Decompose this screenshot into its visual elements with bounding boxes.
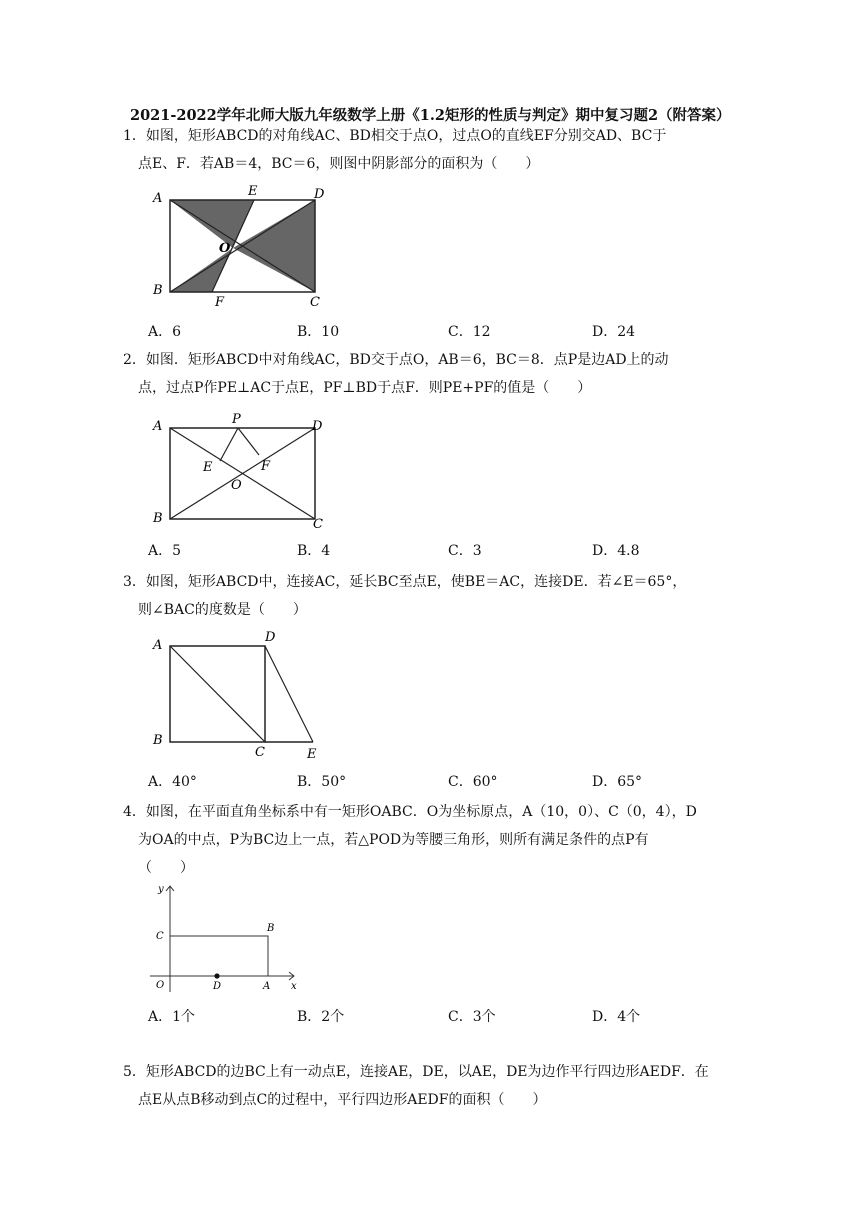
question-1-line-1: 1．如图，矩形ABCD的对角线AC、BD相交于点O，过点O的直线EF分别交AD、BC于: [123, 128, 667, 144]
question-2: [123, 346, 743, 402]
question-5-line-1: 5．矩形ABCD的边BC上有一动点E，连接AE，DE，以AE，DE为边作平行四边形AEDF．在: [123, 1064, 709, 1080]
figure-2: [148, 410, 338, 532]
figure-1: [148, 182, 338, 312]
option-a[interactable]: A．5: [148, 543, 182, 559]
point-d: [214, 973, 219, 978]
segment-de: [265, 646, 313, 742]
option-d[interactable]: D．4个: [592, 1009, 641, 1025]
label-e: E: [307, 747, 317, 762]
question-1-options: [148, 321, 708, 343]
question-4-options: [148, 1006, 708, 1028]
option-c[interactable]: C．3个: [448, 1009, 496, 1025]
option-b[interactable]: B．50°: [297, 774, 347, 790]
question-2-line-1: 2．如图．矩形ABCD中对角线AC，BD交于点O，AB＝6，BC＝8．点P是边AD上的动: [123, 352, 669, 368]
option-c[interactable]: C．60°: [448, 774, 498, 790]
label-d: D: [312, 419, 323, 434]
label-a: A: [153, 638, 163, 653]
question-4-line-2: 为OA的中点，P为BC边上一点，若△POD为等腰三角形，则所有满足条件的点P有: [138, 832, 649, 848]
shaded-triangle-top: [170, 200, 254, 248]
question-4-line-1: 4．如图，在平面直角坐标系中有一矩形OABC．O为坐标原点，A（10，0）、C（0，4），D: [123, 804, 697, 820]
question-4-line-3: （ ）: [138, 860, 194, 876]
label-c: C: [313, 517, 323, 532]
label-c: C: [156, 931, 164, 942]
option-d[interactable]: D．4.8: [592, 543, 640, 559]
option-d[interactable]: D．65°: [592, 774, 643, 790]
option-c[interactable]: C．3: [448, 543, 482, 559]
question-4: [123, 798, 743, 882]
label-y: y: [158, 884, 164, 895]
figure-4: [148, 880, 318, 998]
question-5: [123, 1058, 743, 1114]
question-1-line-2: 点E、F．若AB＝4，BC＝6，则图中阴影部分的面积为（ ）: [138, 156, 540, 172]
label-a: A: [153, 419, 163, 434]
label-d: D: [314, 187, 325, 202]
label-c: C: [310, 295, 320, 310]
diagonal-ac: [170, 646, 265, 742]
figure-3: [148, 628, 338, 764]
label-p: P: [232, 412, 241, 427]
option-a[interactable]: A．1个: [148, 1009, 196, 1025]
option-d[interactable]: D．24: [592, 324, 636, 340]
question-1: [123, 122, 743, 178]
label-c: C: [255, 745, 265, 760]
question-2-line-2: 点，过点P作PE⊥AC于点E，PF⊥BD于点F．则PE+PF的值是（ ）: [138, 380, 592, 396]
label-e: E: [203, 460, 213, 475]
label-e: E: [248, 184, 258, 199]
question-3-line-2: 则∠BAC的度数是（ ）: [138, 602, 307, 618]
question-3: [123, 568, 743, 624]
label-f: F: [215, 295, 225, 310]
rectangle-oabc: [170, 936, 268, 976]
question-3-options: [148, 771, 708, 793]
question-5-line-2: 点E从点B移动到点C的过程中，平行四边形AEDF的面积（ ）: [138, 1092, 547, 1108]
option-b[interactable]: B．2个: [297, 1009, 345, 1025]
option-a[interactable]: A．40°: [148, 774, 197, 790]
option-c[interactable]: C．12: [448, 324, 491, 340]
label-o: O: [231, 478, 242, 493]
label-o: O: [219, 241, 231, 256]
option-b[interactable]: B．10: [297, 324, 340, 340]
label-b: B: [153, 283, 163, 298]
segment-pf: [238, 428, 259, 455]
segment-pe: [220, 428, 238, 461]
label-b: B: [153, 511, 163, 526]
question-3-line-1: 3．如图，矩形ABCD中，连接AC，延长BC至点E，使BE＝AC，连接DE．若∠E＝65°，: [123, 574, 687, 590]
option-b[interactable]: B．4: [297, 543, 331, 559]
label-f: F: [261, 459, 271, 474]
label-b: B: [267, 923, 275, 934]
label-d: D: [265, 630, 276, 645]
label-a: A: [263, 981, 271, 992]
question-2-options: [148, 540, 708, 562]
label-b: B: [153, 733, 163, 748]
option-a[interactable]: A．6: [148, 324, 182, 340]
page-title: 2021-2022学年北师大版九年级数学上册《1.2矩形的性质与判定》期中复习题2（附答案）: [130, 107, 731, 124]
label-d: D: [213, 981, 222, 992]
label-x: x: [291, 981, 297, 992]
label-a: A: [153, 191, 163, 206]
label-o: O: [156, 980, 165, 991]
